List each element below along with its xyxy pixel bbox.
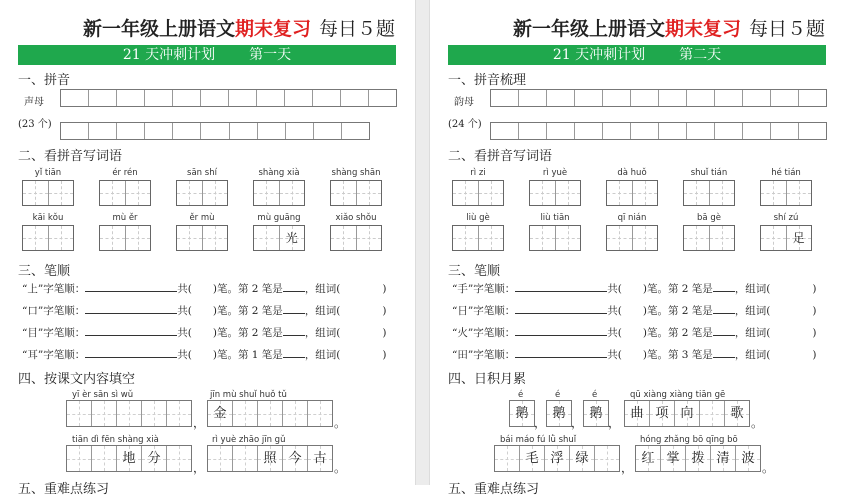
grid-cell[interactable]: [575, 123, 603, 139]
char-boxes[interactable]: [207, 400, 333, 427]
char-cell[interactable]: 红: [636, 446, 660, 471]
word-pinyin: shuǐ tián: [690, 168, 728, 178]
section-accumulation: 四、日积月累: [448, 372, 527, 387]
comma: ，: [193, 416, 206, 430]
stroke-question: “手”字笔顺： 共( )笔。第 2 笔是 ，组词( ): [452, 283, 817, 295]
char-cell[interactable]: [23, 226, 48, 250]
grid-cell[interactable]: [313, 90, 341, 106]
finals-label: 韵母: [454, 97, 474, 108]
char-cell[interactable]: [91, 446, 116, 471]
answer-blank[interactable]: [713, 281, 735, 292]
grid-cell[interactable]: [89, 90, 117, 106]
char-cell[interactable]: 绿: [569, 446, 594, 471]
pinyin-hint: é: [518, 390, 524, 400]
comma: ，: [608, 416, 621, 430]
char-cell[interactable]: [786, 181, 812, 205]
grid-cell[interactable]: [491, 90, 519, 106]
grid-cell[interactable]: [145, 90, 173, 106]
char-cell[interactable]: [684, 181, 709, 205]
word-pinyin: shàng xià: [258, 168, 300, 178]
pinyin-hint: jīn mù shuǐ huǒ tǔ: [210, 390, 287, 400]
char-cell[interactable]: 照: [257, 446, 282, 471]
grid-cell[interactable]: [258, 123, 286, 139]
grid-cell[interactable]: [117, 90, 145, 106]
stroke-question: “火”字笔顺： 共( )笔。第 2 笔是 ，组词( ): [452, 327, 817, 339]
word-pinyin: mù ěr: [112, 213, 138, 223]
section-pinyin: 一、拼音: [18, 73, 71, 88]
worksheet-day-two: [430, 0, 845, 497]
grid-cell[interactable]: [173, 90, 201, 106]
char-cell[interactable]: 今: [282, 446, 307, 471]
period: 。: [762, 461, 775, 475]
char-cell[interactable]: [530, 226, 555, 250]
grid-cell[interactable]: [342, 123, 369, 139]
section-stroke-order: 三、笔顺: [448, 264, 501, 279]
word-box[interactable]: [253, 225, 305, 251]
worksheet-day-one: [0, 0, 415, 497]
char-cell[interactable]: [282, 401, 307, 426]
char-cell[interactable]: [48, 226, 74, 250]
section-pinyin-review: 一、拼音梳理: [448, 73, 527, 88]
char-cell[interactable]: [684, 226, 709, 250]
word-pinyin: shàng shān: [331, 168, 381, 178]
section-write-words: 二、看拼音写词语: [448, 149, 553, 164]
char-cell[interactable]: [530, 181, 555, 205]
section-practice: 五、重难点练习: [18, 482, 110, 497]
char-cell[interactable]: [232, 401, 257, 426]
comma: ，: [571, 416, 584, 430]
word-box[interactable]: [176, 180, 228, 206]
section-practice: 五、重难点练习: [448, 482, 540, 497]
char-cell[interactable]: [709, 181, 735, 205]
word-pinyin: hé tián: [771, 168, 801, 178]
char-boxes[interactable]: [635, 445, 761, 472]
char-cell[interactable]: [632, 181, 658, 205]
char-cell[interactable]: [177, 181, 202, 205]
word-box[interactable]: [330, 225, 382, 251]
answer-blank[interactable]: [515, 347, 607, 358]
char-cell[interactable]: 古: [307, 446, 332, 471]
char-cell[interactable]: [279, 181, 305, 205]
grid-cell[interactable]: [201, 90, 229, 106]
grid-cell[interactable]: [201, 123, 229, 139]
char-cell[interactable]: 歌: [724, 401, 749, 426]
pinyin-hint: tiān dì fēn shàng xià: [72, 435, 159, 445]
stroke-question: “目”字笔顺： 共( )笔。第 2 笔是 ，组词( ): [22, 327, 387, 339]
plan-banner: 21 天冲刺计划 第一天: [18, 45, 396, 65]
grid-cell[interactable]: [491, 123, 519, 139]
word-box[interactable]: [253, 180, 305, 206]
word-pinyin: ér rén: [112, 168, 138, 178]
char-cell[interactable]: 浮: [544, 446, 569, 471]
word-pinyin: ěr mù: [189, 213, 215, 223]
answer-blank[interactable]: [283, 303, 305, 314]
grid-cell[interactable]: [687, 90, 715, 106]
char-cell[interactable]: [254, 181, 279, 205]
char-cell[interactable]: 波: [735, 446, 760, 471]
word-pinyin: kāi kǒu: [32, 213, 64, 223]
pinyin-hint: rì yuè zhāo jīn gǔ: [212, 435, 286, 445]
char-cell[interactable]: [125, 226, 151, 250]
char-cell[interactable]: [202, 226, 228, 250]
section-stroke-order: 三、笔顺: [18, 264, 71, 279]
section-fill-text: 四、按课文内容填空: [18, 372, 136, 387]
page-gutter: [415, 0, 430, 485]
char-cell[interactable]: [495, 446, 519, 471]
char-cell[interactable]: [100, 181, 125, 205]
period: 。: [334, 416, 347, 430]
answer-blank[interactable]: [515, 281, 607, 292]
char-cell[interactable]: [632, 226, 658, 250]
pinyin-grid[interactable]: [60, 89, 397, 107]
char-cell[interactable]: [478, 181, 504, 205]
char-cell[interactable]: [100, 226, 125, 250]
answer-blank[interactable]: [515, 303, 607, 314]
word-pinyin: qī nián: [617, 213, 647, 223]
pinyin-hint: é: [555, 390, 561, 400]
answer-blank[interactable]: [85, 303, 177, 314]
char-cell[interactable]: [709, 226, 735, 250]
word-box[interactable]: [176, 225, 228, 251]
grid-cell[interactable]: [341, 90, 369, 106]
page-title: 新一年级上册语文期末复习 每日５题: [82, 18, 395, 40]
char-cell[interactable]: [177, 226, 202, 250]
char-cell[interactable]: 足: [786, 226, 812, 250]
grid-cell[interactable]: [659, 90, 687, 106]
char-cell[interactable]: [208, 446, 232, 471]
comma: ，: [621, 461, 634, 475]
grid-cell[interactable]: [715, 123, 743, 139]
char-cell[interactable]: [116, 401, 141, 426]
char-boxes[interactable]: [494, 445, 620, 472]
grid-cell[interactable]: [659, 123, 687, 139]
char-cell[interactable]: [478, 226, 504, 250]
word-box[interactable]: [330, 180, 382, 206]
grid-cell[interactable]: [229, 90, 257, 106]
grid-cell[interactable]: [61, 90, 89, 106]
grid-cell[interactable]: [257, 90, 285, 106]
grid-cell[interactable]: [603, 90, 631, 106]
char-cell[interactable]: 分: [141, 446, 166, 471]
grid-cell[interactable]: [519, 123, 547, 139]
char-cell[interactable]: [232, 446, 257, 471]
char-cell[interactable]: [67, 446, 91, 471]
char-cell[interactable]: [202, 181, 228, 205]
grid-cell[interactable]: [286, 123, 314, 139]
grid-cell[interactable]: [369, 90, 396, 106]
answer-blank[interactable]: [713, 303, 735, 314]
pinyin-hint: hóng zhǎng bō qīng bō: [640, 435, 738, 445]
char-cell[interactable]: 拨: [685, 446, 710, 471]
word-box[interactable]: [683, 225, 735, 251]
answer-blank[interactable]: [85, 281, 177, 292]
section-write-words: 二、看拼音写词语: [18, 149, 123, 164]
grid-cell[interactable]: [743, 123, 771, 139]
grid-cell[interactable]: [89, 123, 117, 139]
comma: ，: [534, 416, 547, 430]
stroke-question: “日”字笔顺： 共( )笔。第 2 笔是 ，组词( ): [452, 305, 817, 317]
char-cell[interactable]: [166, 401, 191, 426]
answer-blank[interactable]: [713, 347, 735, 358]
grid-cell[interactable]: [771, 90, 799, 106]
grid-cell[interactable]: [799, 90, 826, 106]
char-boxes[interactable]: 鹅: [546, 400, 572, 427]
word-pinyin: bā gè: [697, 213, 721, 223]
char-cell[interactable]: [331, 226, 356, 250]
char-cell[interactable]: [356, 181, 382, 205]
pinyin-grid[interactable]: [490, 89, 827, 107]
char-cell[interactable]: 曲: [625, 401, 649, 426]
plan-banner: 21 天冲刺计划 第二天: [448, 45, 826, 65]
period: 。: [334, 461, 347, 475]
char-cell[interactable]: [23, 181, 48, 205]
grid-cell[interactable]: [173, 123, 201, 139]
grid-cell[interactable]: [771, 123, 799, 139]
char-cell[interactable]: [594, 446, 619, 471]
stroke-question: “田”字笔顺： 共( )笔。第 3 笔是 ，组词( ): [452, 349, 817, 361]
word-box[interactable]: [22, 225, 74, 251]
char-cell[interactable]: [67, 401, 91, 426]
char-cell[interactable]: [607, 181, 632, 205]
grid-cell[interactable]: [61, 123, 89, 139]
word-pinyin: yǐ tiān: [34, 168, 62, 178]
page-title: 新一年级上册语文期末复习 每日５题: [512, 18, 825, 40]
word-pinyin: liù tiān: [540, 213, 570, 223]
char-cell[interactable]: [453, 226, 478, 250]
pinyin-grid[interactable]: [490, 122, 827, 140]
initials-label: 声母: [24, 97, 44, 108]
char-cell[interactable]: [356, 226, 382, 250]
grid-cell[interactable]: [547, 123, 575, 139]
stroke-question: “耳”字笔顺： 共( )笔。第 1 笔是 ，组词( ): [22, 349, 387, 361]
finals-count: (24 个): [448, 119, 482, 130]
char-cell[interactable]: 向: [674, 401, 699, 426]
char-boxes[interactable]: 鹅: [583, 400, 609, 427]
word-box[interactable]: [760, 180, 812, 206]
grid-cell[interactable]: [631, 123, 659, 139]
char-cell[interactable]: [125, 181, 151, 205]
char-boxes[interactable]: [66, 445, 192, 472]
word-box[interactable]: [22, 180, 74, 206]
char-cell[interactable]: [699, 401, 724, 426]
grid-cell[interactable]: [743, 90, 771, 106]
word-pinyin: dà huǒ: [617, 168, 647, 178]
word-pinyin: shí zú: [773, 213, 799, 223]
grid-cell[interactable]: [145, 123, 173, 139]
char-cell[interactable]: [555, 226, 581, 250]
word-pinyin: rì yuè: [542, 168, 568, 178]
stroke-question: “上”字笔顺： 共( )笔。第 2 笔是 ，组词( ): [22, 283, 387, 295]
char-cell[interactable]: 光: [279, 226, 305, 250]
answer-blank[interactable]: [283, 281, 305, 292]
period: 。: [751, 416, 764, 430]
grid-cell[interactable]: [285, 90, 313, 106]
answer-blank[interactable]: [85, 347, 177, 358]
word-box[interactable]: [99, 180, 151, 206]
answer-blank[interactable]: [283, 325, 305, 336]
char-cell[interactable]: [761, 181, 786, 205]
char-cell[interactable]: 清: [710, 446, 735, 471]
word-box[interactable]: [529, 180, 581, 206]
char-cell[interactable]: 金: [208, 401, 232, 426]
char-boxes[interactable]: 鹅: [509, 400, 535, 427]
char-cell[interactable]: [607, 226, 632, 250]
word-box[interactable]: [99, 225, 151, 251]
grid-cell[interactable]: [631, 90, 659, 106]
char-cell[interactable]: [48, 181, 74, 205]
pinyin-grid[interactable]: [60, 122, 370, 140]
answer-blank[interactable]: [283, 347, 305, 358]
char-cell[interactable]: [254, 226, 279, 250]
grid-cell[interactable]: [230, 123, 258, 139]
word-box[interactable]: [529, 225, 581, 251]
char-cell[interactable]: 掌: [660, 446, 685, 471]
char-cell[interactable]: [257, 401, 282, 426]
grid-cell[interactable]: [575, 90, 603, 106]
word-pinyin: mù guāng: [257, 213, 301, 223]
pinyin-hint: qū xiàng xiàng tiān gē: [630, 390, 726, 400]
answer-blank[interactable]: [515, 325, 607, 336]
initials-count: (23 个): [18, 119, 52, 130]
char-cell[interactable]: [761, 226, 786, 250]
grid-cell[interactable]: [687, 123, 715, 139]
word-box[interactable]: [606, 225, 658, 251]
char-cell[interactable]: [331, 181, 356, 205]
grid-cell[interactable]: [547, 90, 575, 106]
comma: ，: [193, 461, 206, 475]
char-cell[interactable]: [453, 181, 478, 205]
answer-blank[interactable]: [85, 325, 177, 336]
grid-cell[interactable]: [117, 123, 145, 139]
char-boxes[interactable]: [66, 400, 192, 427]
grid-cell[interactable]: [715, 90, 743, 106]
pinyin-hint: é: [592, 390, 598, 400]
word-pinyin: xiǎo shǒu: [335, 213, 377, 223]
char-cell[interactable]: 毛: [519, 446, 544, 471]
char-cell[interactable]: [307, 401, 332, 426]
pinyin-hint: yī èr sān sì wǔ: [72, 390, 134, 400]
char-cell[interactable]: 地: [116, 446, 141, 471]
word-pinyin: rì zi: [470, 168, 486, 178]
word-box[interactable]: [606, 180, 658, 206]
grid-cell[interactable]: [799, 123, 826, 139]
char-cell[interactable]: [141, 401, 166, 426]
word-box[interactable]: [760, 225, 812, 251]
answer-blank[interactable]: [713, 325, 735, 336]
grid-cell[interactable]: [519, 90, 547, 106]
char-cell[interactable]: 项: [649, 401, 674, 426]
word-box[interactable]: [452, 225, 504, 251]
char-cell[interactable]: [166, 446, 191, 471]
word-box[interactable]: [683, 180, 735, 206]
char-boxes[interactable]: [207, 445, 333, 472]
word-pinyin: sān shí: [187, 168, 217, 178]
pinyin-hint: bái máo fú lǜ shuǐ: [500, 435, 577, 445]
word-pinyin: liù gè: [466, 213, 490, 223]
grid-cell[interactable]: [314, 123, 342, 139]
stroke-question: “口”字笔顺： 共( )笔。第 2 笔是 ，组词( ): [22, 305, 387, 317]
char-cell[interactable]: [91, 401, 116, 426]
word-box[interactable]: [452, 180, 504, 206]
grid-cell[interactable]: [603, 123, 631, 139]
char-cell[interactable]: [555, 181, 581, 205]
char-boxes[interactable]: [624, 400, 750, 427]
